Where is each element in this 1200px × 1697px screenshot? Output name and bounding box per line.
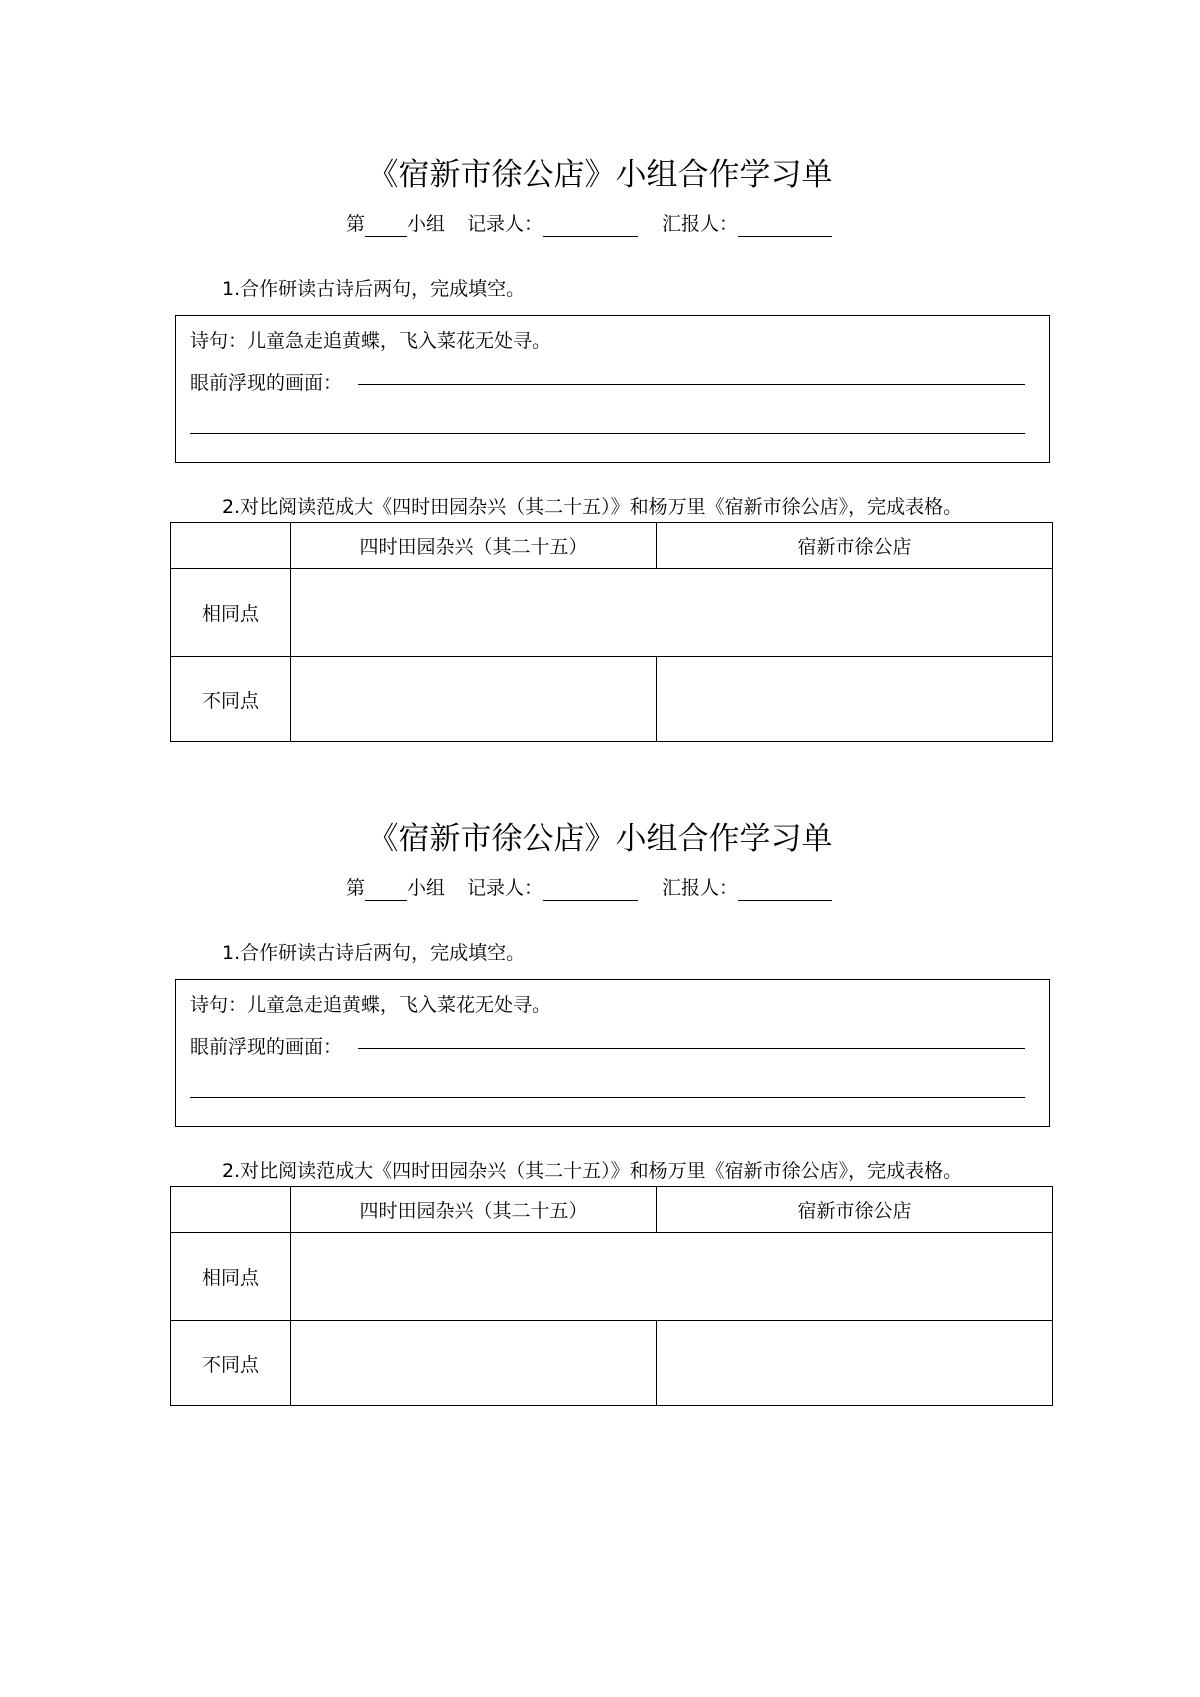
same-points-cell[interactable] [291,1233,1053,1321]
group-suffix: 小组 [407,877,446,899]
group-number-blank[interactable] [365,216,407,237]
reporter-label: 汇报人： [662,213,739,235]
group-info-row [346,211,832,237]
question-1: 1.合作研读古诗后两句，完成填空。 [222,278,526,300]
poem-line: 诗句：儿童急走追黄蝶，飞入菜花无处寻。 [190,994,552,1016]
answer-line-2[interactable] [190,433,1025,434]
answer-line-2[interactable] [190,1097,1025,1098]
different-points-suxinshi-cell[interactable] [657,1321,1053,1406]
reporter-label: 汇报人： [662,877,739,899]
reporter-blank[interactable] [738,880,832,901]
worksheet-title: 《宿新市徐公店》小组合作学习单 [367,821,833,857]
poem-line: 诗句：儿童急走追黄蝶，飞入菜花无处寻。 [190,330,552,352]
recorder-blank[interactable] [543,216,638,237]
question-1: 1.合作研读古诗后两句，完成填空。 [222,942,526,964]
group-info-row [346,875,832,901]
group-prefix: 第 [346,877,366,899]
picture-label: 眼前浮现的画面： [190,372,343,394]
recorder-label: 记录人： [467,213,544,235]
column-header-sishi: 四时田园杂兴（其二十五） [291,1187,657,1233]
reporter-blank[interactable] [738,216,832,237]
picture-label: 眼前浮现的画面： [190,1036,343,1058]
poem-box [175,315,1050,463]
table-corner-cell [171,1187,291,1233]
question-2: 2.对比阅读范成大《四时田园杂兴（其二十五）》和杨万里《宿新市徐公店》，完成表格。 [222,1160,963,1182]
different-points-sishi-cell[interactable] [291,1321,657,1406]
question-2: 2.对比阅读范成大《四时田园杂兴（其二十五）》和杨万里《宿新市徐公店》，完成表格。 [222,496,963,518]
comparison-table [170,1186,1053,1406]
worksheet-copy-1 [0,0,1200,712]
recorder-blank[interactable] [543,880,638,901]
recorder-label: 记录人： [467,877,544,899]
table-corner-cell [171,523,291,569]
row-header-same: 相同点 [171,1233,291,1321]
worksheet-copy-2 [0,664,1200,1376]
column-header-suxinshi: 宿新市徐公店 [657,523,1053,569]
answer-line-1[interactable] [358,384,1025,385]
group-prefix: 第 [346,213,366,235]
answer-line-1[interactable] [358,1048,1025,1049]
worksheet-title: 《宿新市徐公店》小组合作学习单 [367,157,833,193]
group-suffix: 小组 [407,213,446,235]
row-header-different: 不同点 [171,657,291,742]
same-points-cell[interactable] [291,569,1053,657]
poem-box [175,979,1050,1127]
column-header-suxinshi: 宿新市徐公店 [657,1187,1053,1233]
row-header-same: 相同点 [171,569,291,657]
group-number-blank[interactable] [365,880,407,901]
column-header-sishi: 四时田园杂兴（其二十五） [291,523,657,569]
row-header-different: 不同点 [171,1321,291,1406]
